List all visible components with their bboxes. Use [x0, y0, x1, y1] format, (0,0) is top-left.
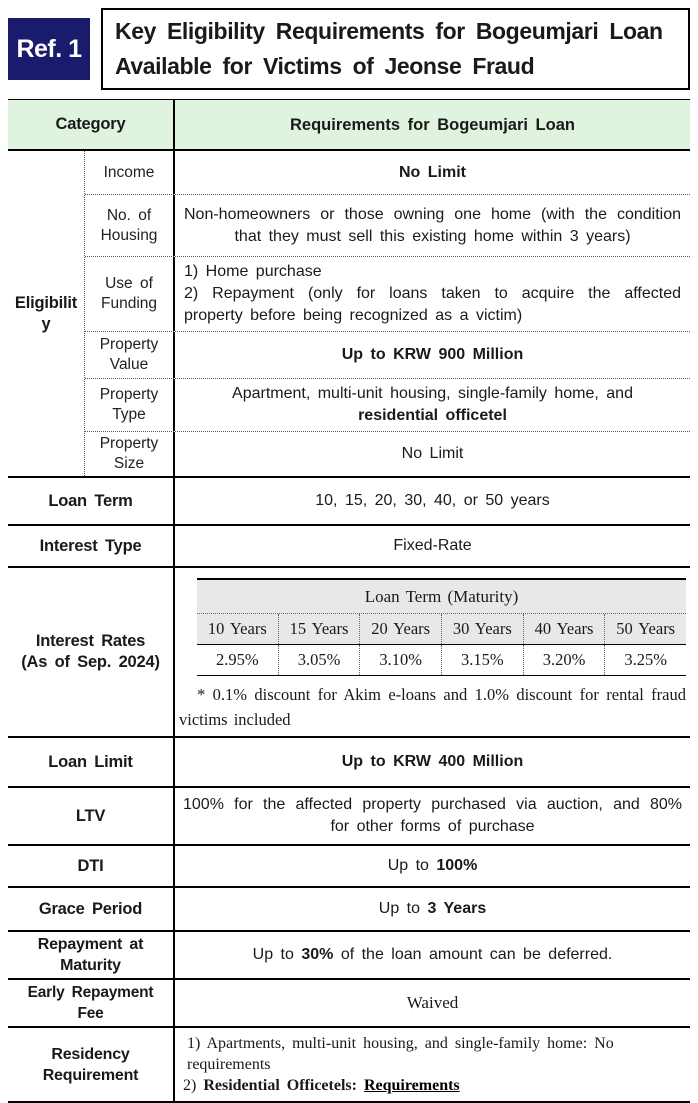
income-label: Income [85, 151, 175, 194]
row-interest-type [8, 526, 690, 568]
residency-item2 [183, 1075, 682, 1096]
row-ltv [8, 788, 690, 846]
loan-limit-text: Up to KRW 400 Million [341, 753, 524, 770]
property-type-value [175, 379, 690, 431]
interest-rates-label-line2: (As of Sep. 2024) [21, 653, 160, 671]
property-size-value [175, 432, 690, 476]
rate-table-values-row [197, 645, 686, 675]
table-header-row [8, 100, 690, 151]
subrow-property-value [85, 332, 690, 379]
early-repayment-fee-label: Early Repayment Fee [8, 980, 175, 1026]
subrow-use-of-funding [85, 257, 690, 332]
rate-term-cell: 40 Years [523, 614, 605, 644]
eligibility-subrows [85, 151, 690, 476]
use-of-funding-value [175, 257, 690, 331]
income-value [175, 151, 690, 194]
category-column-header: Category [8, 100, 175, 149]
interest-rates-value [175, 568, 690, 736]
document-header [8, 8, 690, 90]
loan-limit-value [175, 738, 690, 786]
residency-item2-number: 2) [183, 1077, 204, 1094]
use-of-funding-item1: 1) Home purchase [184, 263, 322, 280]
dti-text-bold: 100% [436, 857, 478, 874]
use-of-funding-item2: 2) Repayment (only for loans taken to acquire the affected property before being recognized as a victim) [184, 285, 681, 324]
property-size-text: No Limit [401, 445, 464, 462]
loan-limit-label: Loan Limit [8, 738, 175, 786]
ltv-label: LTV [8, 788, 175, 844]
grace-period-text-bold: 3 Years [427, 900, 487, 917]
rate-value-cell: 3.25% [604, 645, 686, 675]
eligibility-label: Eligibility [8, 151, 85, 476]
row-repayment-at-maturity [8, 932, 690, 980]
property-value-value [175, 332, 690, 378]
ltv-text: 100% for the affected property purchased via auction, and 80% for other forms of purchase [183, 796, 682, 835]
rate-term-cell: 20 Years [359, 614, 441, 644]
use-of-funding-label: Use of Funding [85, 257, 175, 331]
subrow-no-of-housing [85, 195, 690, 257]
repayment-text-bold: 30% [301, 946, 334, 963]
interest-type-value: Fixed-Rate [393, 537, 472, 554]
subrow-income [85, 151, 690, 195]
residency-requirement-value [175, 1028, 690, 1101]
property-type-text-regular: Apartment, multi-unit housing, single-family home, and [232, 385, 633, 402]
row-residency-requirement [8, 1028, 690, 1103]
row-dti [8, 846, 690, 888]
income-value-text: No Limit [399, 163, 466, 181]
dti-value [175, 846, 690, 886]
row-eligibility [8, 151, 690, 478]
subrow-property-type [85, 379, 690, 432]
property-type-label: Property Type [85, 379, 175, 431]
loan-term-value: 10, 15, 20, 30, 40, or 50 years [315, 492, 550, 509]
rate-value-cell: 3.10% [359, 645, 441, 675]
reference-badge: Ref. 1 [8, 18, 90, 80]
row-loan-limit [8, 738, 690, 788]
no-of-housing-label: No. of Housing [85, 195, 175, 256]
repayment-at-maturity-label: Repayment at Maturity [8, 932, 175, 978]
dti-text-prefix: Up to [387, 857, 437, 874]
repayment-at-maturity-value [175, 932, 690, 978]
row-grace-period [8, 888, 690, 932]
requirements-table [8, 99, 690, 1103]
document-title-line1: Key Eligibility Requirements for Bogeumjari Loan [115, 18, 663, 44]
rate-value-cell: 3.20% [523, 645, 605, 675]
rate-term-cell: 50 Years [604, 614, 686, 644]
grace-period-label: Grace Period [8, 888, 175, 930]
grace-period-value [175, 888, 690, 930]
no-of-housing-value [175, 195, 690, 256]
row-early-repayment-fee [8, 980, 690, 1028]
rate-value-cell: 2.95% [216, 650, 259, 669]
no-of-housing-value-text: Non-homeowners or those owning one home (with the condition that they must sell this existing home within 3 years) [184, 205, 681, 245]
early-repayment-fee-value: Waived [406, 993, 459, 1012]
row-interest-rates [8, 568, 690, 738]
loan-term-label: Loan Term [8, 478, 175, 524]
rate-term-cell: 30 Years [441, 614, 523, 644]
ltv-value [175, 788, 690, 844]
interest-rates-label [8, 568, 175, 736]
rate-term-cell: 10 Years [207, 619, 267, 638]
grace-period-text-prefix: Up to [378, 900, 428, 917]
rate-table-header: Loan Term (Maturity) [197, 580, 686, 614]
repayment-text-prefix: Up to [252, 946, 302, 963]
document-title-line2: Available for Victims of Jeonse Fraud [115, 53, 535, 79]
residency-item2-bold: Residential Officetels: [203, 1077, 364, 1094]
residency-requirements-link[interactable]: Requirements [363, 1077, 460, 1094]
residency-requirement-label: Residency Requirement [8, 1028, 175, 1101]
property-size-label: Property Size [85, 432, 175, 476]
row-loan-term [8, 478, 690, 526]
dti-label: DTI [8, 846, 175, 886]
rate-table [197, 578, 686, 676]
rate-table-terms-row [197, 614, 686, 645]
repayment-text-suffix: of the loan amount can be deferred. [333, 946, 613, 963]
interest-rates-label-line1: Interest Rates [35, 632, 146, 650]
property-value-text: Up to KRW 900 Million [341, 346, 524, 363]
rate-value-cell: 3.05% [278, 645, 360, 675]
subrow-property-size [85, 432, 690, 476]
property-value-label: Property Value [85, 332, 175, 378]
property-type-text-bold: residential officetel [358, 407, 507, 424]
interest-type-label: Interest Type [8, 526, 175, 566]
residency-item1: 1) Apartments, multi-unit housing, and single-family home: No requirements [187, 1035, 614, 1073]
document-title-box [101, 8, 690, 90]
rate-value-cell: 3.15% [441, 645, 523, 675]
rate-discount-note: * 0.1% discount for Akim e-loans and 1.0% discount for rental fraud victims included [179, 685, 686, 729]
requirements-column-header: Requirements for Bogeumjari Loan [290, 115, 575, 134]
rate-term-cell: 15 Years [278, 614, 360, 644]
